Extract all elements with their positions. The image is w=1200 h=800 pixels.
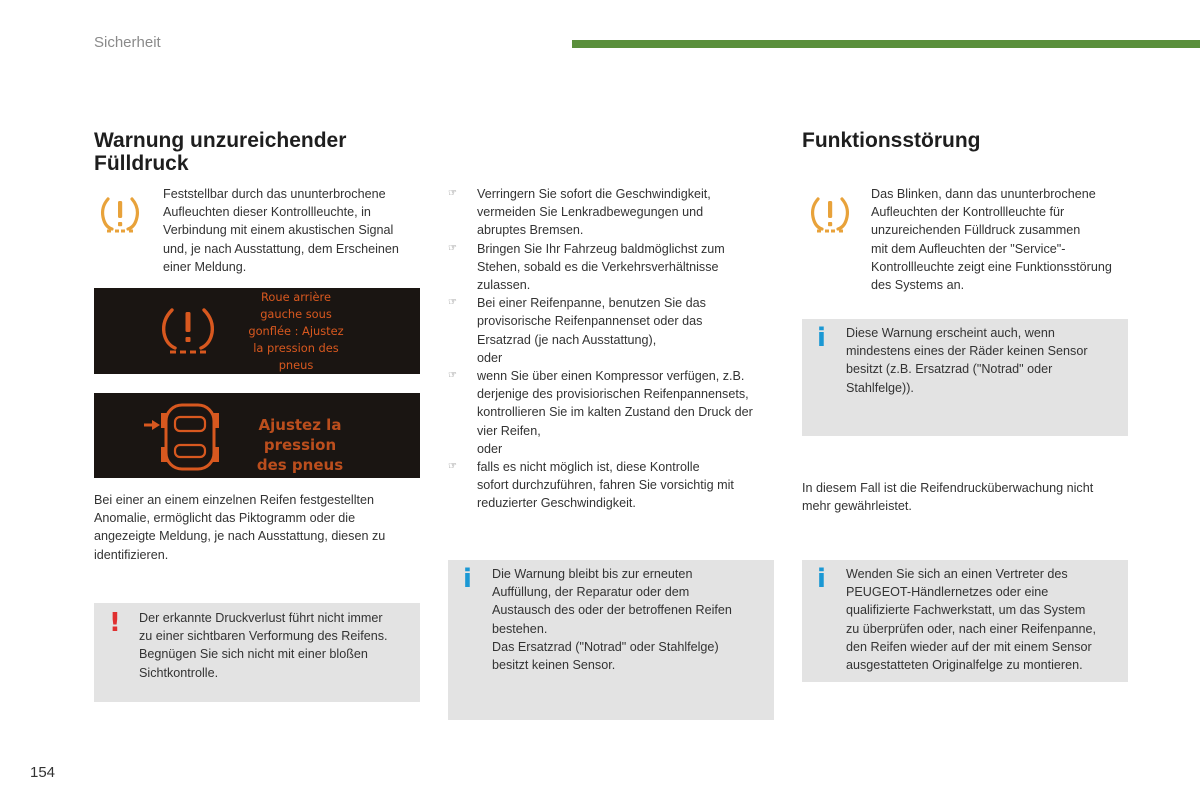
- list-item: [448, 185, 778, 240]
- text-line: zu überprüfen oder, nach einer Reifenpanne,: [846, 621, 1096, 636]
- text-line: angezeigte Meldung, je nach Ausstattung, diesen zu: [94, 529, 386, 544]
- text-line: Der erkannte Druckverlust führt nicht immer: [139, 611, 383, 625]
- text-line: Austausch des oder der betroffenen Reifen: [492, 603, 732, 618]
- text-line: Das Blinken, dann das ununterbrochene: [871, 187, 1096, 201]
- pointing-hand-icon: ☞: [448, 188, 457, 199]
- tire-pressure-display-icon: [158, 306, 218, 358]
- text-line: Ersatzrad (je nach Ausstattung),: [477, 332, 657, 347]
- info-text-middle: [492, 565, 770, 674]
- text-line: und, je nach Ausstattung, dem Erscheinen: [163, 241, 399, 256]
- text-line: oder: [477, 350, 503, 365]
- text-line: besitzt (z.B. Ersatzrad ("Notrad" oder: [846, 362, 1053, 377]
- left-paragraph: [94, 491, 424, 564]
- text-line: Sichtkontrolle.: [139, 665, 219, 680]
- text-line: Diese Warnung erscheint auch, wenn: [846, 326, 1055, 340]
- text-line: des pneus: [256, 456, 344, 474]
- text-line: ausgestatteten Originalfelge zu montieren.: [846, 658, 1083, 673]
- text-line: besitzt keinen Sensor.: [492, 658, 616, 673]
- list-item: [448, 240, 778, 295]
- right-title: Funktionsstörung: [802, 129, 981, 152]
- pointing-hand-icon: ☞: [448, 242, 457, 254]
- list-item: [448, 458, 778, 513]
- left-title-line2: Fülldruck: [94, 152, 189, 175]
- display-panel-message: [94, 288, 420, 374]
- text-line: Verbindung mit einem akustischen Signal: [163, 223, 394, 238]
- text-line: mindestens eines der Räder keinen Sensor: [846, 344, 1088, 359]
- text-line: Auffüllung, der Reparatur oder dem: [492, 585, 690, 600]
- text-line: Bringen Sie Ihr Fahrzeug baldmöglichst zum: [477, 241, 725, 256]
- display-message-adjust: [220, 415, 380, 475]
- text-line: mehr gewährleistet.: [802, 499, 912, 514]
- caution-icon: !: [109, 608, 121, 638]
- text-line: PEUGEOT-Händlernetzes oder eine: [846, 585, 1049, 600]
- text-line: Bei einer an einem einzelnen Reifen festgestellten: [94, 493, 375, 507]
- info-text-right-2: [846, 565, 1126, 674]
- text-line: pneus: [278, 358, 314, 372]
- left-title: [94, 129, 346, 175]
- right-intro: [871, 185, 1161, 294]
- text-line: Verringern Sie sofort die Geschwindigkeit,: [477, 187, 711, 201]
- text-line: identifizieren.: [94, 547, 169, 562]
- tire-pressure-warning-icon: [808, 193, 852, 237]
- text-line: einer Meldung.: [163, 259, 247, 274]
- text-line: gauche sous: [260, 307, 332, 321]
- section-accent-bar: [572, 40, 1200, 48]
- text-line: mit dem Aufleuchten der "Service"-: [871, 241, 1066, 256]
- pointing-hand-icon: ☞: [448, 297, 457, 309]
- text-line: des Systems an.: [871, 278, 965, 293]
- right-paragraph: [802, 479, 1142, 515]
- info-icon: i: [817, 564, 826, 594]
- info-icon: i: [817, 323, 826, 353]
- caution-box: [94, 603, 420, 702]
- tire-pressure-warning-icon: [98, 193, 142, 237]
- info-icon: i: [463, 564, 472, 594]
- text-line: la pression des: [253, 341, 339, 355]
- display-message: [232, 289, 360, 374]
- text-line: zulassen.: [477, 278, 531, 293]
- text-line: Begnügen Sie sich nicht mit einer bloßen: [139, 647, 368, 662]
- text-line: Anomalie, ermöglicht das Piktogramm oder die: [94, 511, 356, 526]
- section-label: Sicherheit: [94, 34, 161, 51]
- info-box-right-1: [802, 319, 1128, 436]
- left-intro: [163, 185, 423, 276]
- text-line: qualifizierte Fachwerkstatt, um das System: [846, 603, 1086, 618]
- left-title-line1: Warnung unzureichender: [94, 129, 347, 152]
- text-line: Wenden Sie sich an einen Vertreter des: [846, 567, 1068, 581]
- text-line: reduzierter Geschwindigkeit.: [477, 496, 636, 511]
- pointing-hand-icon: ☞: [448, 461, 457, 473]
- instructions-list: [448, 185, 778, 513]
- text-line: Stehen, sobald es die Verkehrsverhältnisse: [477, 259, 719, 274]
- text-line: vier Reifen,: [477, 423, 541, 438]
- text-line: Das Ersatzrad ("Notrad" oder Stahlfelge): [492, 639, 719, 654]
- text-line: bestehen.: [492, 621, 548, 636]
- text-line: Feststellbar durch das ununterbrochene: [163, 187, 386, 201]
- text-line: falls es nicht möglich ist, diese Kontrolle: [477, 460, 700, 475]
- text-line: Aufleuchten dieser Kontrollleuchte, in: [163, 205, 371, 220]
- text-line: zu einer sichtbaren Verformung des Reifens.: [139, 629, 388, 644]
- text-line: Roue arrière: [261, 290, 331, 304]
- page-number: 154: [30, 764, 56, 781]
- text-line: Stahlfelge)).: [846, 380, 914, 395]
- text-line: In diesem Fall ist die Reifendrucküberwachung nicht: [802, 481, 1094, 495]
- text-line: gonflée : Ajustez: [248, 324, 344, 338]
- info-box-middle: [448, 560, 774, 720]
- pointing-hand-icon: ☞: [448, 370, 457, 382]
- info-box-right-2: [802, 560, 1128, 682]
- list-item: [448, 367, 778, 458]
- text-line: den Reifen wieder auf der mit einem Sensor: [846, 639, 1092, 654]
- text-line: sofort durchzuführen, fahren Sie vorsichtig mit: [477, 478, 734, 493]
- text-line: oder: [477, 441, 503, 456]
- text-line: provisorische Reifenpannenset oder das: [477, 314, 703, 329]
- text-line: Die Warnung bleibt bis zur erneuten: [492, 567, 693, 581]
- text-line: kontrollieren Sie im kalten Zustand den Druck der: [477, 405, 753, 420]
- text-line: wenn Sie über einen Kompressor verfügen, z.B.: [477, 369, 745, 384]
- text-line: Aufleuchten der Kontrollleuchte für: [871, 205, 1065, 220]
- info-text-right-1: [846, 324, 1124, 397]
- text-line: Bei einer Reifenpanne, benutzen Sie das: [477, 296, 706, 311]
- display-panel-car: [94, 393, 420, 478]
- text-line: vermeiden Sie Lenkradbewegungen und: [477, 205, 704, 220]
- caution-text: [139, 609, 417, 682]
- list-item: [448, 294, 778, 367]
- text-line: abruptes Bremsen.: [477, 223, 584, 238]
- text-line: Ajustez la pression: [258, 416, 342, 454]
- text-line: Kontrollleuchte zeigt eine Funktionsstörung: [871, 259, 1112, 274]
- text-line: unzureichenden Fülldruck zusammen: [871, 223, 1081, 238]
- text-line: derjenige des provisiorischen Reifenpannensets,: [477, 387, 749, 402]
